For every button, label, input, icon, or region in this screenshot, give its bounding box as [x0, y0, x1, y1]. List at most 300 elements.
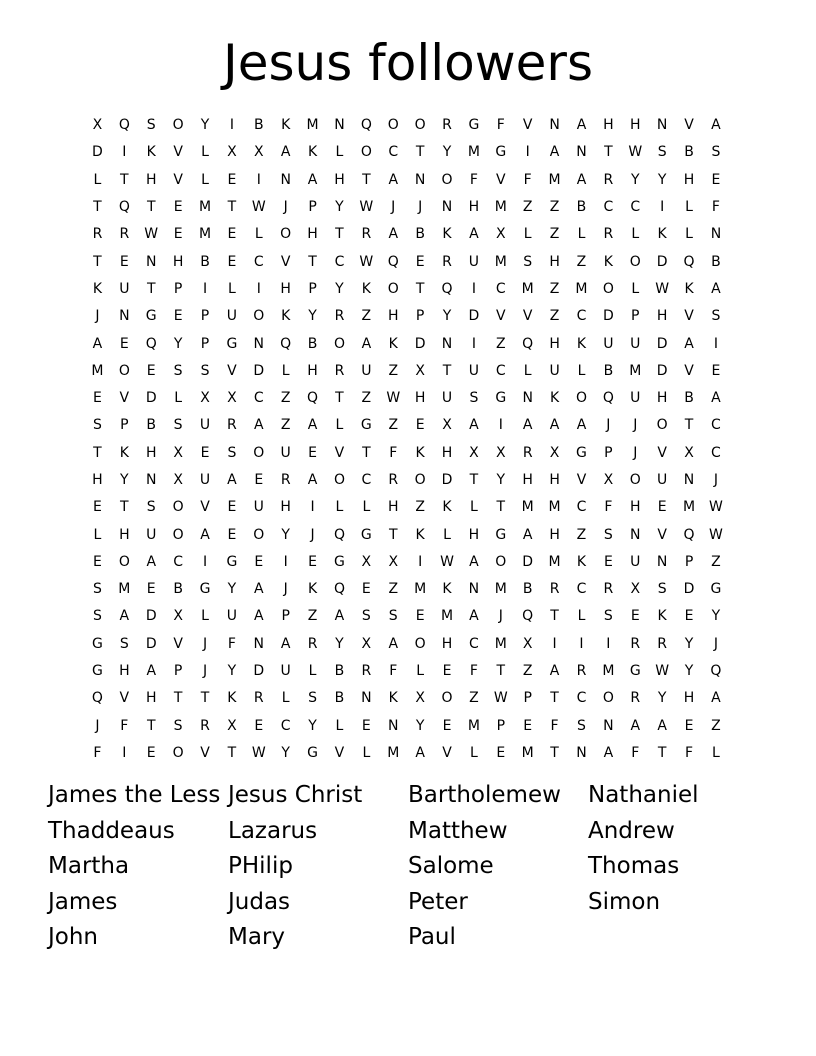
grid-letter: F — [523, 171, 532, 188]
grid-letter: U — [226, 608, 238, 625]
grid-row — [84, 167, 732, 194]
grid-letter: V — [119, 390, 130, 407]
grid-letter: T — [173, 690, 183, 707]
grid-letter: X — [522, 635, 533, 652]
grid-letter: A — [549, 663, 560, 680]
grid-letter: R — [361, 663, 372, 680]
grid-letter: I — [310, 499, 315, 516]
grid-letter: X — [603, 472, 614, 488]
grid-row — [84, 740, 732, 767]
grid-letter: T — [496, 663, 506, 680]
grid-letter: W — [709, 526, 723, 543]
grid-letter: O — [441, 690, 453, 707]
grid-letter: V — [200, 499, 210, 516]
word-list-item: Mary — [228, 924, 286, 950]
grid-letter: H — [280, 499, 291, 516]
grid-letter: A — [119, 608, 130, 625]
grid-letter: T — [362, 171, 371, 188]
grid-letter: E — [496, 744, 506, 761]
grid-letter: Y — [335, 280, 344, 297]
grid-letter: O — [441, 171, 453, 188]
grid-letter: H — [441, 444, 453, 461]
grid-letter: Y — [120, 472, 129, 488]
grid-letter: X — [92, 117, 103, 134]
grid-row — [84, 521, 732, 548]
grid-letter: A — [415, 744, 425, 761]
grid-letter: W — [440, 553, 454, 570]
grid-letter: R — [307, 635, 318, 652]
grid-letter: K — [281, 117, 291, 134]
grid-letter: G — [92, 635, 103, 652]
grid-row — [84, 603, 732, 630]
grid-letter: L — [712, 744, 720, 761]
grid-letter: T — [415, 280, 425, 297]
grid-letter: T — [362, 444, 371, 461]
grid-letter: U — [441, 390, 453, 407]
grid-letter: P — [281, 608, 290, 625]
grid-letter: X — [227, 390, 237, 407]
grid-letter: A — [307, 472, 318, 488]
grid-letter: E — [119, 335, 129, 352]
grid-letter: H — [119, 526, 130, 543]
grid-letter: T — [388, 526, 398, 543]
grid-letter: B — [173, 581, 183, 598]
grid-letter: E — [173, 199, 183, 216]
grid-row — [84, 467, 732, 494]
grid-letter: R — [334, 308, 345, 325]
grid-letter: R — [227, 417, 237, 434]
grid-letter: F — [496, 117, 505, 134]
grid-letter: E — [227, 253, 237, 270]
grid-letter: O — [360, 144, 372, 161]
grid-row — [84, 303, 732, 330]
grid-letter: A — [684, 335, 694, 352]
grid-letter: B — [522, 581, 533, 598]
grid-letter: Z — [280, 390, 291, 407]
grid-letter: M — [306, 117, 319, 134]
grid-letter: K — [549, 390, 560, 407]
grid-letter: S — [119, 635, 129, 652]
grid-letter: C — [253, 253, 264, 270]
grid-letter: V — [684, 362, 694, 379]
grid-letter: H — [387, 308, 399, 325]
grid-letter: L — [577, 226, 586, 243]
grid-letter: Q — [683, 253, 695, 270]
grid-letter: Q — [522, 335, 534, 352]
grid-letter: Y — [227, 663, 237, 680]
grid-letter: Y — [281, 526, 290, 543]
grid-letter: K — [92, 280, 103, 297]
grid-letter: Z — [361, 390, 372, 407]
grid-row — [84, 713, 732, 740]
grid-letter: K — [576, 553, 587, 570]
grid-letter: N — [710, 226, 722, 243]
grid-letter: S — [469, 390, 479, 407]
grid-letter: M — [629, 362, 642, 379]
word-list-item: PHilip — [228, 853, 293, 879]
grid-letter: K — [281, 308, 291, 325]
grid-row — [84, 112, 732, 139]
grid-letter: S — [93, 417, 102, 434]
grid-letter: M — [91, 362, 104, 379]
grid-letter: X — [173, 472, 183, 488]
grid-letter: R — [253, 690, 264, 707]
grid-row — [84, 248, 732, 275]
grid-row — [84, 221, 732, 248]
grid-letter: Z — [549, 199, 560, 216]
grid-letter: H — [145, 690, 157, 707]
grid-letter: O — [253, 444, 265, 461]
grid-letter: H — [280, 280, 291, 297]
grid-letter: Y — [442, 144, 452, 161]
grid-letter: A — [522, 417, 533, 434]
grid-letter: A — [388, 171, 399, 188]
grid-letter: E — [415, 253, 425, 270]
grid-letter: H — [522, 472, 533, 488]
grid-letter: L — [308, 663, 317, 680]
grid-letter: Q — [683, 526, 695, 543]
grid-letter: L — [227, 280, 236, 297]
grid-letter: I — [525, 144, 530, 161]
grid-letter: L — [174, 390, 183, 407]
grid-letter: A — [630, 717, 641, 734]
grid-letter: H — [549, 253, 560, 270]
grid-row — [84, 385, 732, 412]
grid-letter: D — [656, 335, 668, 352]
grid-letter: Y — [335, 199, 344, 216]
grid-letter: Z — [522, 663, 533, 680]
grid-letter: C — [388, 144, 399, 161]
grid-letter: F — [120, 717, 129, 734]
grid-letter: V — [522, 117, 533, 134]
grid-letter: I — [713, 335, 718, 352]
grid-letter: X — [361, 553, 372, 570]
grid-letter: I — [256, 280, 261, 297]
grid-letter: H — [468, 199, 480, 216]
grid-letter: A — [469, 417, 479, 434]
grid-letter: K — [227, 690, 237, 707]
grid-letter: A — [522, 526, 533, 543]
grid-letter: K — [576, 335, 587, 352]
grid-letter: T — [657, 744, 667, 761]
grid-letter: T — [146, 199, 156, 216]
grid-letter: N — [603, 717, 614, 734]
grid-letter: B — [711, 253, 721, 270]
grid-letter: X — [173, 444, 183, 461]
grid-letter: E — [173, 308, 183, 325]
grid-letter: V — [280, 253, 291, 270]
grid-letter: C — [253, 390, 264, 407]
grid-letter: K — [388, 690, 398, 707]
grid-letter: E — [523, 717, 533, 734]
grid-letter: D — [441, 472, 453, 488]
grid-letter: T — [93, 199, 102, 216]
grid-letter: O — [387, 117, 399, 134]
grid-letter: K — [361, 280, 371, 297]
grid-letter: T — [227, 199, 237, 216]
grid-letter: E — [93, 499, 102, 516]
grid-letter: R — [630, 635, 641, 652]
grid-letter: L — [281, 690, 290, 707]
word-list-item: Bartholemew — [408, 782, 561, 808]
grid-letter: A — [146, 553, 157, 570]
grid-letter: A — [711, 117, 721, 134]
grid-letter: T — [146, 280, 156, 297]
grid-letter: A — [92, 335, 103, 352]
grid-letter: Q — [360, 117, 372, 134]
grid-letter: K — [603, 253, 613, 270]
grid-letter: X — [200, 390, 210, 407]
grid-letter: S — [657, 581, 667, 598]
grid-letter: T — [550, 608, 559, 625]
grid-letter: Q — [387, 253, 399, 270]
grid-letter: H — [334, 171, 345, 188]
grid-letter: A — [576, 171, 587, 188]
grid-letter: X — [415, 362, 425, 379]
grid-row — [84, 276, 732, 303]
grid-letter: F — [469, 171, 478, 188]
grid-letter: N — [253, 635, 265, 652]
grid-letter: S — [173, 417, 183, 434]
grid-letter: T — [227, 744, 237, 761]
grid-letter: N — [145, 472, 157, 488]
grid-letter: D — [145, 390, 157, 407]
grid-letter: Z — [388, 581, 399, 598]
grid-letter: R — [280, 472, 291, 488]
grid-letter: H — [683, 171, 695, 188]
grid-letter: V — [200, 744, 210, 761]
grid-letter: L — [685, 226, 693, 243]
grid-letter: Q — [333, 526, 345, 543]
grid-letter: X — [496, 444, 506, 461]
grid-letter: Y — [308, 308, 317, 325]
grid-letter: H — [145, 444, 157, 461]
grid-letter: J — [95, 308, 100, 325]
grid-letter: U — [468, 253, 480, 270]
grid-letter: X — [496, 226, 506, 243]
grid-letter: E — [711, 171, 721, 188]
word-list-item: Salome — [408, 853, 494, 879]
grid-letter: M — [198, 226, 212, 243]
word-list-item: Matthew — [408, 817, 508, 844]
grid-letter: O — [629, 472, 641, 488]
grid-letter: P — [120, 417, 129, 434]
grid-letter: X — [415, 690, 425, 707]
grid-letter: W — [359, 199, 374, 216]
grid-letter: J — [391, 199, 396, 216]
grid-letter: S — [200, 362, 210, 379]
grid-letter: Z — [469, 690, 479, 707]
grid-letter: N — [361, 690, 372, 707]
grid-letter: X — [227, 717, 237, 734]
grid-letter: Y — [496, 472, 506, 488]
grid-letter: I — [498, 417, 503, 434]
grid-letter: K — [442, 499, 452, 516]
grid-letter: K — [146, 144, 156, 161]
grid-letter: M — [494, 199, 507, 216]
grid-letter: E — [146, 362, 156, 379]
grid-letter: H — [549, 526, 560, 543]
grid-letter: Q — [441, 280, 453, 297]
grid-letter: S — [361, 608, 371, 625]
grid-letter: N — [280, 171, 291, 188]
grid-letter: L — [631, 226, 640, 243]
grid-letter: H — [387, 499, 399, 516]
grid-letter: A — [254, 581, 264, 598]
grid-letter: I — [579, 635, 584, 652]
grid-letter: R — [576, 663, 587, 680]
grid-letter: X — [173, 608, 183, 625]
grid-letter: X — [469, 444, 479, 461]
grid-letter: S — [388, 608, 398, 625]
grid-letter: T — [442, 362, 452, 379]
grid-letter: U — [119, 280, 130, 297]
grid-letter: T — [308, 253, 317, 270]
grid-letter: J — [498, 608, 503, 625]
grid-letter: H — [441, 635, 453, 652]
grid-letter: W — [655, 663, 670, 680]
grid-letter: V — [227, 362, 237, 379]
grid-letter: W — [628, 144, 643, 161]
grid-letter: E — [227, 526, 237, 543]
grid-letter: P — [604, 444, 613, 461]
grid-letter: D — [522, 553, 534, 570]
grid-letter: D — [468, 308, 480, 325]
grid-letter: Z — [549, 226, 560, 243]
grid-letter: F — [389, 663, 398, 680]
grid-letter: G — [226, 335, 238, 352]
grid-letter: T — [335, 226, 344, 243]
grid-row — [84, 440, 732, 467]
grid-letter: Y — [657, 171, 667, 188]
grid-letter: S — [577, 717, 586, 734]
grid-letter: Y — [200, 117, 210, 134]
grid-letter: I — [418, 553, 423, 570]
word-list-item: Thaddeaus — [48, 817, 175, 844]
grid-letter: V — [334, 744, 345, 761]
grid-letter: E — [254, 717, 264, 734]
grid-letter: K — [415, 444, 425, 461]
grid-letter: L — [93, 526, 102, 543]
grid-letter: W — [251, 199, 266, 216]
grid-letter: V — [657, 444, 667, 461]
grid-letter: J — [418, 199, 423, 216]
grid-letter: Z — [415, 499, 425, 516]
letter-grid — [84, 112, 732, 767]
grid-letter: U — [280, 663, 291, 680]
word-list-item: Andrew — [588, 817, 675, 844]
grid-letter: I — [471, 335, 476, 352]
grid-letter: A — [469, 608, 479, 625]
grid-letter: I — [606, 635, 611, 652]
grid-letter: M — [494, 635, 507, 652]
grid-letter: U — [226, 308, 238, 325]
grid-letter: L — [685, 199, 693, 216]
grid-letter: C — [603, 199, 614, 216]
grid-letter: J — [202, 635, 208, 652]
grid-letter: E — [146, 744, 156, 761]
grid-letter: L — [362, 499, 371, 516]
grid-letter: K — [388, 335, 398, 352]
grid-letter: T — [93, 253, 102, 270]
grid-letter: O — [602, 280, 614, 297]
grid-letter: G — [710, 581, 722, 598]
grid-letter: N — [656, 117, 668, 134]
grid-letter: N — [253, 335, 265, 352]
grid-letter: K — [684, 280, 694, 297]
grid-letter: D — [145, 635, 157, 652]
grid-letter: G — [629, 663, 641, 680]
grid-letter: A — [361, 335, 372, 352]
grid-letter: C — [576, 308, 587, 325]
grid-letter: O — [414, 635, 426, 652]
grid-letter: C — [173, 553, 183, 570]
grid-letter: M — [548, 171, 561, 188]
grid-letter: N — [576, 744, 587, 761]
grid-letter: E — [254, 553, 264, 570]
grid-letter: C — [361, 472, 372, 488]
word-list-item: James the Less — [48, 782, 221, 808]
grid-letter: W — [359, 253, 374, 270]
grid-letter: Q — [118, 117, 130, 134]
grid-letter: L — [416, 663, 425, 680]
grid-letter: I — [256, 171, 261, 188]
grid-letter: L — [470, 499, 478, 516]
grid-letter: G — [145, 308, 157, 325]
grid-letter: N — [656, 553, 668, 570]
grid-letter: Z — [576, 253, 587, 270]
grid-letter: J — [95, 717, 100, 734]
word-list-item: John — [48, 924, 99, 950]
grid-letter: B — [253, 117, 264, 134]
grid-letter: L — [201, 608, 209, 625]
grid-letter: B — [684, 144, 694, 161]
grid-letter: M — [548, 499, 561, 516]
grid-letter: F — [550, 717, 559, 734]
grid-letter: E — [442, 663, 452, 680]
page-title: Jesus followers — [222, 34, 594, 92]
grid-letter: B — [576, 199, 587, 216]
grid-letter: Z — [522, 199, 533, 216]
grid-letter: G — [495, 526, 507, 543]
grid-letter: V — [657, 526, 667, 543]
grid-letter: N — [441, 199, 453, 216]
grid-letter: O — [172, 526, 184, 543]
grid-letter: M — [467, 144, 480, 161]
grid-letter: Y — [630, 171, 640, 188]
grid-letter: T — [469, 472, 479, 488]
grid-letter: L — [93, 171, 102, 188]
grid-letter: N — [576, 144, 587, 161]
grid-letter: S — [657, 144, 667, 161]
grid-letter: E — [684, 717, 694, 734]
grid-letter: T — [120, 499, 129, 516]
grid-letter: F — [469, 663, 478, 680]
grid-letter: X — [549, 444, 560, 461]
grid-letter: E — [146, 581, 156, 598]
grid-letter: P — [308, 199, 317, 216]
grid-letter: S — [93, 608, 102, 625]
grid-letter: M — [118, 581, 131, 598]
grid-letter: W — [251, 744, 266, 761]
word-list-item: Martha — [48, 853, 130, 879]
grid-letter: Y — [227, 581, 237, 598]
grid-letter: X — [684, 444, 694, 461]
grid-letter: Q — [602, 390, 614, 407]
grid-letter: I — [202, 280, 208, 297]
grid-letter: D — [602, 308, 614, 325]
grid-letter: K — [657, 226, 667, 243]
